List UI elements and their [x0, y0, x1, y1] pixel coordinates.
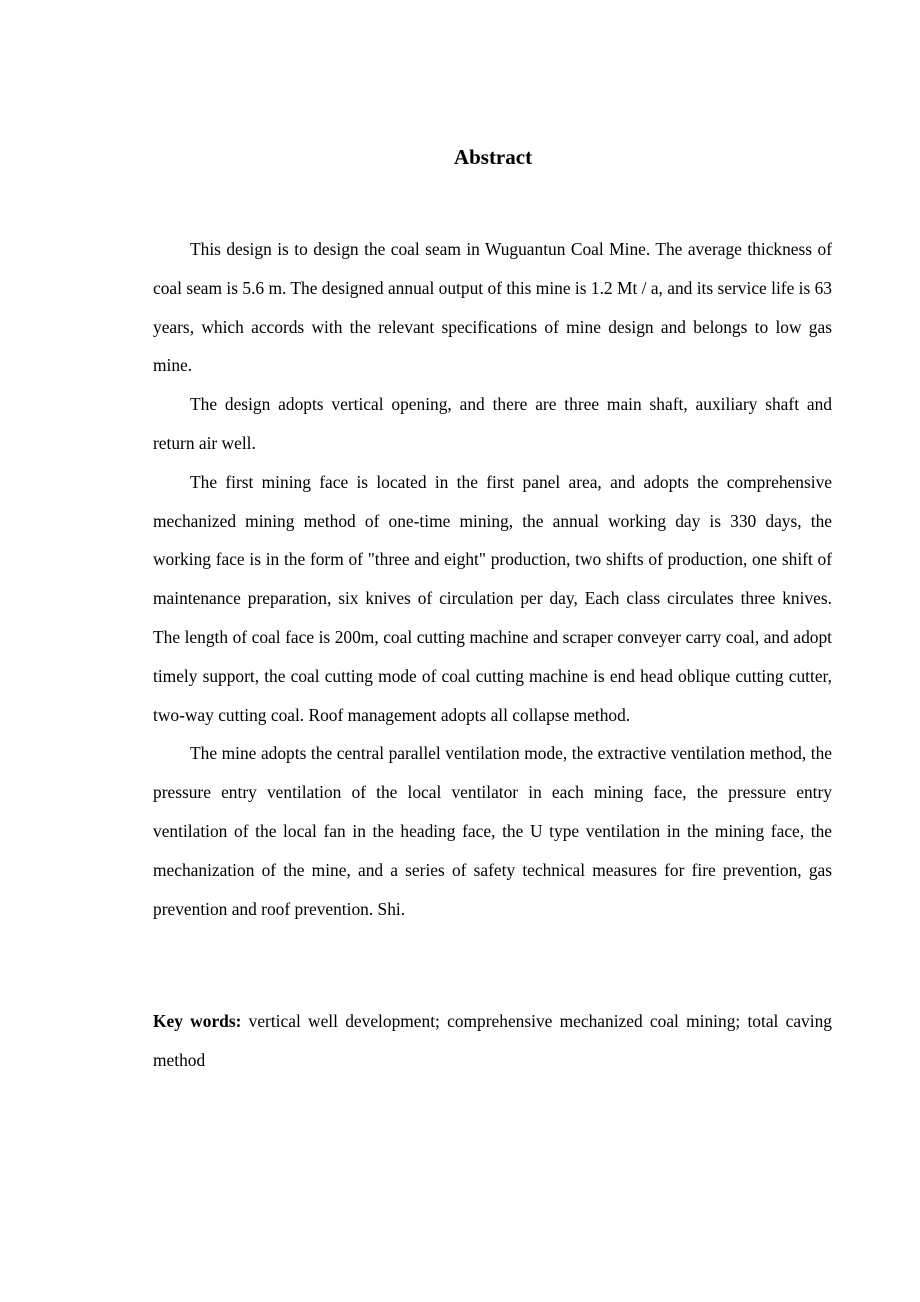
abstract-paragraph-3: The first mining face is located in the first panel area, and adopts the comprehensive mechanized mining method of one-time mining, the annual working day is 330 days, the working face is in the form of "three and eight" production, two shifts of production, one shift of maintenance preparation, six knives of circulation per day, Each class circulates three knives. The length of coal face is 200m, coal cutting machine and scraper conveyer carry coal, and adopt timely support, the coal cutting mode of coal cutting machine is end head oblique cutting cutter, two-way cutting coal. Roof management adopts all collapse method.: [153, 471, 832, 725]
abstract-title: Abstract: [453, 145, 533, 169]
abstract-body: [153, 230, 832, 928]
keywords-text: vertical well development; comprehensive mechanized coal mining; total caving method: [153, 1011, 832, 1070]
abstract-paragraph-1: This design is to design the coal seam in Wuguantun Coal Mine. The average thickness of coal seam is 5.6 m. The designed annual output of this mine is 1.2 Mt / a, and its service life is 63 years, which accords with the relevant specifications of mine design and belongs to low gas mine.: [153, 239, 832, 376]
abstract-paragraph-2: The design adopts vertical opening, and there are three main shaft, auxiliary shaft and return air well.: [153, 394, 832, 453]
keywords-label: Key words:: [153, 1011, 242, 1031]
keywords-line: [153, 1002, 832, 1080]
abstract-paragraph-4: The mine adopts the central parallel ventilation mode, the extractive ventilation method, the pressure entry ventilation of the local ventilator in each mining face, the pressure entry ventilation of the local fan in the heading face, the U type ventilation in the mining face, the mechanization of the mine, and a series of safety technical measures for fire prevention, gas prevention and roof prevention. Shi.: [153, 743, 832, 919]
